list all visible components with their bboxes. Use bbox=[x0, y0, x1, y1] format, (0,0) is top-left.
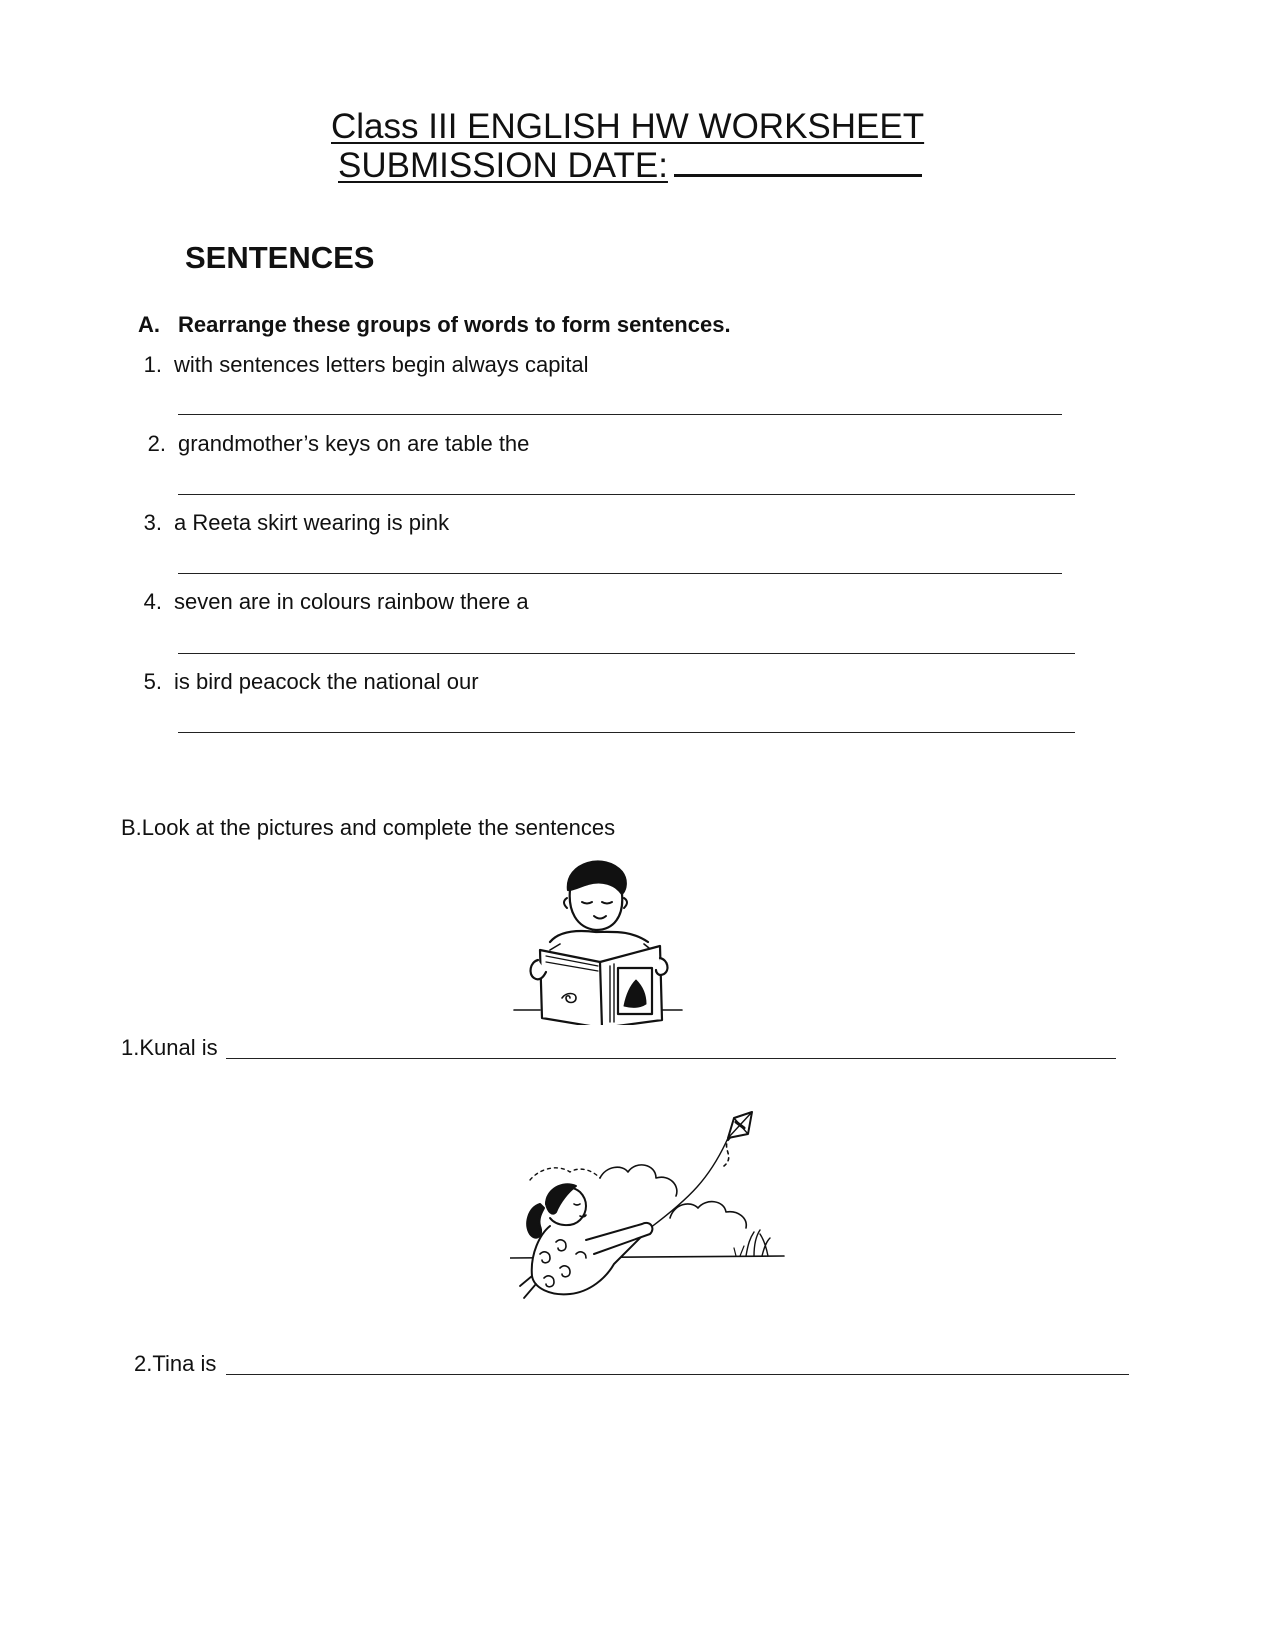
tina-answer-line[interactable] bbox=[226, 1374, 1129, 1375]
kunal-prompt: 1.Kunal is bbox=[121, 1035, 218, 1060]
rearrange-item bbox=[136, 589, 529, 615]
item-number: 1. bbox=[143, 352, 162, 377]
rearrange-item bbox=[136, 510, 449, 536]
item-words: is bird peacock the national our bbox=[174, 669, 479, 694]
boy-reading-book-picture bbox=[510, 850, 690, 1025]
section-title: SENTENCES bbox=[185, 240, 375, 275]
item-number: 2. bbox=[147, 431, 166, 456]
answer-line-1[interactable] bbox=[178, 414, 1062, 415]
item-words: grandmother’s keys on are table the bbox=[178, 431, 530, 456]
kunal-answer-line[interactable] bbox=[226, 1058, 1116, 1059]
girl-flying-kite-picture bbox=[510, 1108, 795, 1308]
item-number: 5. bbox=[143, 669, 162, 694]
answer-line-3[interactable] bbox=[178, 573, 1062, 574]
submission-date-label: SUBMISSION DATE: bbox=[338, 146, 668, 185]
item-words: a Reeta skirt wearing is pink bbox=[174, 510, 450, 535]
rearrange-item bbox=[136, 669, 479, 695]
section-a-instruction-text: Rearrange these groups of words to form sentences. bbox=[178, 312, 731, 337]
section-a-marker: A. bbox=[138, 312, 160, 337]
tina-prompt: 2.Tina is bbox=[134, 1351, 217, 1376]
answer-line-5[interactable] bbox=[178, 732, 1075, 733]
item-number: 3. bbox=[143, 510, 162, 535]
submission-date-blank[interactable] bbox=[674, 148, 922, 177]
worksheet-title: Class III ENGLISH HW WORKSHEET bbox=[331, 107, 925, 146]
section-a-instruction bbox=[138, 312, 731, 338]
rearrange-item bbox=[136, 352, 589, 378]
answer-line-2[interactable] bbox=[178, 494, 1075, 495]
item-words: with sentences letters begin always capital bbox=[174, 352, 589, 377]
answer-line-4[interactable] bbox=[178, 653, 1075, 654]
section-b-instruction: B.Look at the pictures and complete the sentences bbox=[121, 815, 616, 840]
item-number: 4. bbox=[143, 589, 162, 614]
item-words: seven are in colours rainbow there a bbox=[174, 589, 529, 614]
rearrange-item bbox=[140, 431, 529, 457]
submission-date-row bbox=[338, 146, 922, 186]
